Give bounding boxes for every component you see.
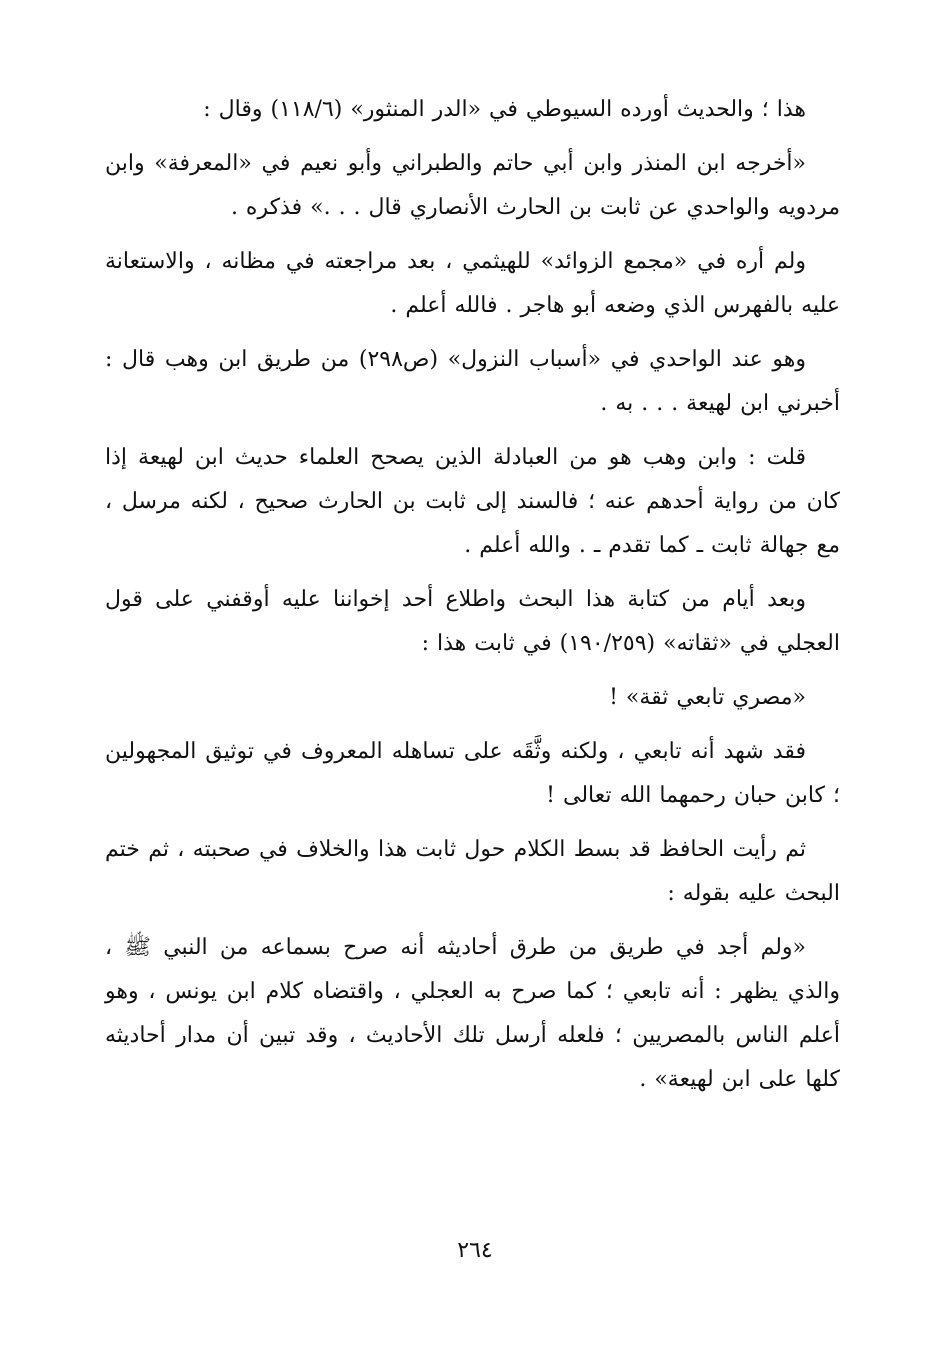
paragraph-8: فقد شهد أنه تابعي ، ولكنه وثَّقَه على تساهله المعروف في توثيق المجهولين ؛ كابن حبان رحمهما الله تعالى !	[105, 739, 840, 808]
paragraph-4: وهو عند الواحدي في «أسباب النزول» (ص٢٩٨) من طريق ابن وهب قال : أخبرني ابن لهيعة . . . به .	[105, 347, 840, 416]
paragraph-6: وبعد أيام من كتابة هذا البحث واطلاع أحد إخواننا عليه أوقفني على قول العجلي في «ثقاته» (١٩٠/٢٥٩) في ثابت هذا :	[105, 587, 840, 656]
page-number: ٢٦٤	[457, 1238, 493, 1263]
paragraph-9: ثم رأيت الحافظ قد بسط الكلام حول ثابت هذا والخلاف في صحبته ، ثم ختم البحث عليه بقوله :	[105, 837, 840, 906]
paragraph-7-quote: «مصري تابعي ثقة» !	[609, 685, 806, 710]
paragraph-2: «أخرجه ابن المنذر وابن أبي حاتم والطبراني وأبو نعيم في «المعرفة» وابن مردويه والواحدي عن ثابت بن الحارث الأنصاري قال . . .» فذكره .	[105, 151, 840, 220]
paragraph-5: قلت : وابن وهب هو من العبادلة الذين يصحح العلماء حديث ابن لهيعة إذا كان من رواية أحدهم عنه ؛ فالسند إلى ثابت بن الحارث صحيح ، لكنه مرسل ، مع جهالة ثابت ـ كما تقدم ـ . والله أعلم .	[105, 445, 840, 558]
paragraph-10-quote: «ولم أجد في طريق من طرق أحاديثه أنه صرح بسماعه من النبي ﷺ ، والذي يظهر : أنه تابعي ؛ كما صرح به العجلي ، واقتضاه كلام ابن يونس ، وهو أعلم الناس بالمصريين ؛ فلعله أرسل تلك الأحاديث ، وقد تبين أن مدار أحاديثه كلها على ابن لهيعة» .	[105, 935, 840, 1092]
paragraph-3: ولم أره في «مجمع الزوائد» للهيثمي ، بعد مراجعته في مظانه ، والاستعانة عليه بالفهرس الذي وضعه أبو هاجر . فالله أعلم .	[105, 249, 840, 318]
page-body-text	[105, 88, 840, 1112]
paragraph-1: هذا ؛ والحديث أورده السيوطي في «الدر المنثور» (١١٨/٦) وقال :	[203, 97, 806, 122]
